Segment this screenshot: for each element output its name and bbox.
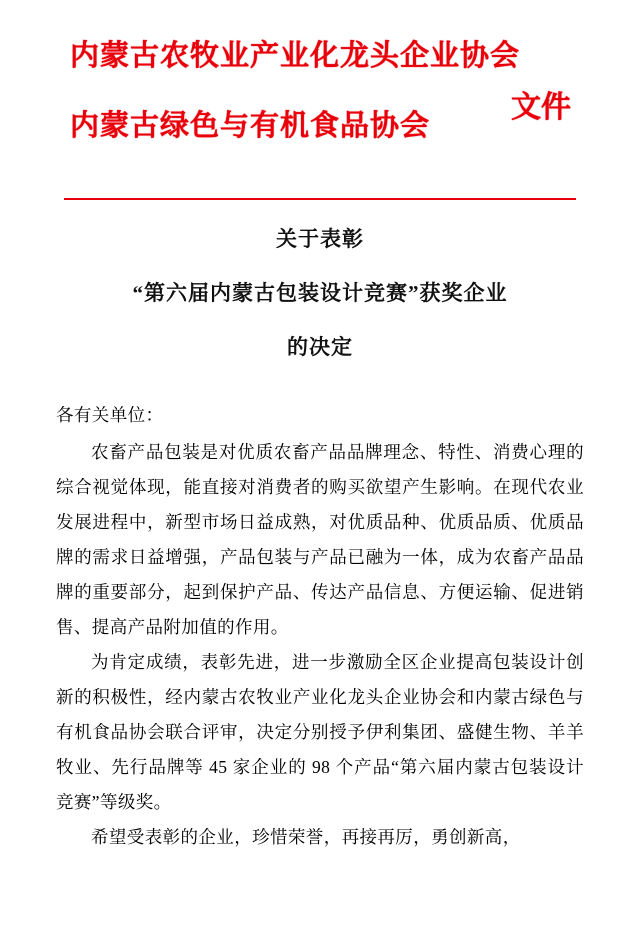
title-line-3: 的决定 <box>287 335 353 359</box>
letterhead <box>56 0 584 150</box>
letterhead-org-line-1: 内蒙古农牧业产业化龙头企业协会 <box>70 40 521 72</box>
letterhead-divider <box>64 198 576 200</box>
title-line-2: “第六届内蒙古包装设计竞赛”获奖企业 <box>132 281 508 305</box>
document-title <box>56 212 584 374</box>
body-paragraph-2: 为肯定成绩，表彰先进，进一步激励全区企业提高包装设计创新的积极性，经内蒙古农牧业产业化龙头企业协会和内蒙古绿色与有机食品协会联合评审，决定分别授予伊利集团、盛健生物、羊羊牧业、先行品牌等 45 家企业的 98 个产品“第六届内蒙古包装设计竞赛”等级奖。 <box>56 652 584 812</box>
salutation: 各有关单位： <box>56 405 164 425</box>
body-paragraph-1: 农畜产品包装是对优质农畜产品品牌理念、特性、消费心理的综合视觉体现，能直接对消费者的购买欲望产生影响。在现代农业发展进程中，新型市场日益成熟，对优质品种、优质品质、优质品牌的需求日益增强，产品包装与产品已融为一体，成为农畜产品品牌的重要部分，起到保护产品、传达产品信息、方便运输、促进销售、提高产品附加值的作用。 <box>56 442 584 637</box>
document-body <box>56 398 584 855</box>
title-line-1: 关于表彰 <box>276 227 364 251</box>
letterhead-doc-word: 文件 <box>511 91 571 124</box>
letterhead-org-line-2: 内蒙古绿色与有机食品协会 <box>70 110 431 142</box>
body-paragraph-3: 希望受表彰的企业，珍惜荣誉，再接再厉，勇创新高， <box>91 827 521 847</box>
